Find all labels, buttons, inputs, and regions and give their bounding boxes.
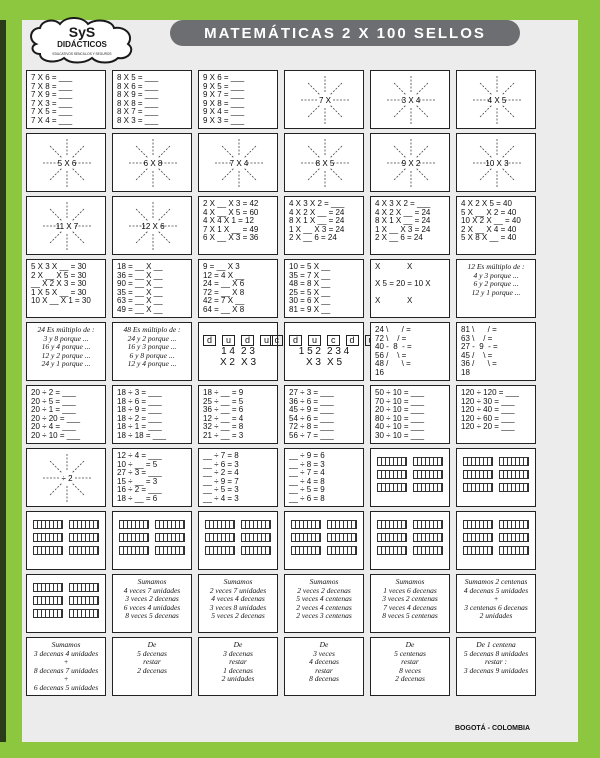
table-cell: 1 5 2 [298, 346, 321, 358]
star-spoke [73, 461, 84, 472]
table-cell: X 2 [219, 357, 235, 369]
stamp-text: 4 X 3 X 2 = ___ 4 X 2 X __ = 24 8 X 1 X __ = 24 1 X __ X 3 = 24 2 X __ 6 = 24 [375, 199, 431, 243]
stamp-42 [456, 448, 536, 507]
star-spoke [73, 146, 84, 157]
stamp-5 [370, 70, 450, 129]
table-cell: 1 4 [221, 346, 235, 358]
table-cell: X 3 [241, 357, 257, 369]
stamp-30 [456, 322, 536, 381]
stamp-23 [370, 259, 450, 318]
block-strip [69, 533, 99, 542]
stamp-12 [456, 133, 536, 192]
star-diagram [285, 134, 365, 193]
stamp-54 [456, 574, 536, 633]
star-spoke [503, 146, 514, 157]
place-value-table [274, 323, 363, 380]
brand-name: SyS [68, 24, 96, 40]
counting-blocks [371, 449, 449, 500]
stamp-text: 50 ÷ 10 = ___ 70 ÷ 10 = ___ 20 ÷ 10 = ___ 80 ÷ 10 = ___ 40 ÷ 10 = ___ 30 ÷ 10 = ___ [375, 388, 425, 440]
counting-blocks [285, 512, 363, 563]
stamp-text: 48 Es múltiplo de : 24 y 2 porque ... 16 y 3 porque ... 6 y 8 porque ... 12 y 4 porque ... [123, 325, 181, 369]
star-spoke [50, 232, 61, 243]
stamp-text: 2 X __ X 3 = 42 4 X __ X 5 = 60 4 X 4 X 1 = 12 7 X 1 X __ = 49 6 X __ X 3 = 36 [203, 199, 259, 243]
stamp-18 [456, 196, 536, 255]
star-spoke [73, 169, 84, 180]
star-spoke [417, 169, 428, 180]
stamp-34 [284, 385, 364, 444]
stamp-11 [370, 133, 450, 192]
block-strip [69, 583, 99, 592]
block-strip [33, 533, 63, 542]
star-spoke [394, 146, 405, 157]
block-strip [413, 520, 443, 529]
star-spoke [308, 146, 319, 157]
star-spoke [331, 83, 342, 94]
page-title-text: MATEMÁTICAS 2 X 100 SELLOS [204, 24, 486, 42]
star-center-label: 10 X 3 [485, 159, 509, 168]
stamp-6 [456, 70, 536, 129]
stamp-41 [370, 448, 450, 507]
star-spoke [417, 106, 428, 117]
stamp-text: Sumamos 2 centenas 4 decenas 5 unidades + 3 centenas 6 decenas 2 unidades [463, 577, 529, 621]
star-spoke [159, 169, 170, 180]
stamp-2 [112, 70, 192, 129]
stamp-text: 24 \ / = 72 \ / = 40 - 8 - = 56 / \ = 48 / \ = 16 [375, 325, 412, 377]
block-strip [119, 520, 149, 529]
stamp-32 [112, 385, 192, 444]
left-edge-strip [0, 20, 6, 742]
block-strip [377, 533, 407, 542]
stamp-10 [284, 133, 364, 192]
block-strip [463, 483, 493, 492]
stamp-text: 120 ÷ 120 = ___ 120 ÷ 30 = ___ 120 ÷ 40 = ___ 120 ÷ 60 = ___ 120 ÷ 20 = ___ [461, 388, 519, 432]
stamp-52 [284, 574, 364, 633]
stamp-text: De 5 centenas restar 8 veces 2 decenas [394, 640, 426, 684]
stamp-text: 9 = __ X 3 12 = 4 X __ 24 = __ X 6 72 = __ X 8 42 = 7 X __ 64 = __ X 8 [203, 262, 245, 314]
block-strip [377, 546, 407, 555]
counting-blocks [27, 575, 105, 626]
brand-subname: DIDÁCTICOS [57, 40, 107, 49]
stamp-text: Sumamos 4 veces 7 unidades 3 veces 2 decenas 6 veces 4 unidades 8 veces 5 decenas [123, 577, 181, 621]
star-spoke [50, 484, 61, 495]
block-strip [499, 457, 529, 466]
star-diagram [371, 134, 451, 193]
block-strip [499, 546, 529, 555]
star-diagram [457, 71, 537, 130]
block-strip [499, 533, 529, 542]
star-diagram [457, 134, 537, 193]
block-strip [413, 533, 443, 542]
stamp-55 [26, 637, 106, 696]
block-strip [463, 457, 493, 466]
stamp-57 [198, 637, 278, 696]
star-spoke [394, 169, 405, 180]
star-center-label: 7 X [318, 96, 332, 105]
block-strip [463, 546, 493, 555]
star-spoke [503, 83, 514, 94]
stamp-text: 4 X 2 X 5 = 40 5 X __ X 2 = 40 10 X 2 X __ = 40 2 X __ X 4 = 40 5 X 8 X __ = 40 [461, 199, 521, 243]
star-spoke [159, 209, 170, 220]
block-strip [327, 520, 357, 529]
stamp-7 [26, 133, 106, 192]
block-strip [463, 520, 493, 529]
stamp-43 [26, 511, 106, 570]
stamp-text: __ ÷ 7 = 8 __ ÷ 6 = 3 __ ÷ 2 = 4 __ ÷ 9 = 7 __ ÷ 5 = 3 __ ÷ 4 = 3 [203, 451, 239, 503]
star-spoke [308, 83, 319, 94]
star-spoke [331, 106, 342, 117]
stamp-text: Sumamos 3 decenas 4 unidades + 8 decenas 7 unidades + 6 decenas 5 unidades [33, 640, 99, 692]
stamp-33 [198, 385, 278, 444]
star-spoke [245, 169, 256, 180]
block-strip [155, 546, 185, 555]
stamp-text: 7 X 6 = ___ 7 X 8 = ___ 7 X 9 = ___ 7 X 3 = ___ 7 X 5 = ___ 7 X 4 = ___ [31, 73, 73, 125]
star-spoke [136, 232, 147, 243]
stamp-text: Sumamos 2 veces 2 decenas 5 veces 4 centenas 2 veces 4 centenas 2 veces 3 centenas [296, 577, 352, 621]
block-strip [463, 533, 493, 542]
stamp-29 [370, 322, 450, 381]
star-center-label: 5 X 6 [57, 159, 77, 168]
page-title [170, 20, 520, 46]
star-spoke [394, 106, 405, 117]
star-center-label: 12 X 6 [141, 222, 165, 231]
table-head-cell: d [241, 335, 254, 347]
stamp-text: De 5 decenas restar 2 decenas [137, 640, 167, 675]
stamp-48 [456, 511, 536, 570]
stamp-39 [198, 448, 278, 507]
stamp-text: De 1 centena 5 decenas 8 unidades restar : 3 decenas 9 unidades [463, 640, 529, 675]
stamp-44 [112, 511, 192, 570]
stamp-1 [26, 70, 106, 129]
block-strip [413, 483, 443, 492]
stamp-37 [26, 448, 106, 507]
star-center-label: 11 X 7 [55, 222, 79, 231]
block-strip [33, 546, 63, 555]
block-strip [291, 533, 321, 542]
block-strip [119, 533, 149, 542]
brand-tagline: EDUCATIVOS SENCILLOS Y SEGUROS [52, 52, 112, 56]
block-strip [205, 546, 235, 555]
table-head-cell: d [289, 335, 302, 347]
stamp-text: 18 ÷ __ = 9 25 ÷ __ = 5 36 ÷ __ = 6 12 ÷ __ = 4 32 ÷ __ = 8 21 ÷ __ = 3 [203, 388, 244, 440]
block-strip [463, 470, 493, 479]
star-spoke [394, 83, 405, 94]
stamp-text: 5 X 3 X __ = 30 2 X __ X 5 = 30 __ X 2 X 3 = 30 1 X 5 X __ = 30 10 X __ X 1 = 30 [31, 262, 91, 306]
stamp-text: 18 = __ X __ 36 = __ X __ 90 = __ X __ 35 = __ X __ 63 = __ X __ 49 = __ X __ [117, 262, 163, 314]
place-value-table [199, 323, 277, 380]
counting-blocks [113, 512, 191, 563]
table-head-cell: c [327, 335, 340, 347]
stamp-text: Sumamos 1 veces 6 decenas 3 veces 2 centenas 7 veces 4 decenas 8 veces 5 centenas [382, 577, 438, 621]
table-head-cell: d [203, 335, 216, 347]
star-spoke [222, 169, 233, 180]
stamp-text: 18 ÷ 3 = ___ 18 ÷ 6 = ___ 18 ÷ 9 = ___ 18 ÷ 2 = ___ 18 ÷ 1 = ___ 18 ÷ 18 = ___ [117, 388, 167, 440]
stamp-24 [456, 259, 536, 318]
stamp-text: 9 X 6 = ___ 9 X 5 = ___ 9 X 7 = ___ 9 X 8 = ___ 9 X 4 = ___ 9 X 3 = ___ [203, 73, 245, 125]
block-strip [241, 520, 271, 529]
stamp-text: 12 ÷ 4 = ___ 10 ÷ __ = 5 27 ÷ 3 = ___ 15 ÷ __ = 3 16 ÷ 2 = ___ 18 ÷ __ = 6 [117, 451, 162, 503]
block-strip [69, 596, 99, 605]
block-strip [205, 520, 235, 529]
stamp-8 [112, 133, 192, 192]
stamp-51 [198, 574, 278, 633]
stamp-3 [198, 70, 278, 129]
stamp-17 [370, 196, 450, 255]
stamp-50 [112, 574, 192, 633]
stamp-38 [112, 448, 192, 507]
star-spoke [503, 106, 514, 117]
stamp-60 [456, 637, 536, 696]
stamp-text: 27 ÷ 3 = ___ 36 ÷ 6 = ___ 45 ÷ 9 = ___ 54 ÷ 6 = ___ 72 ÷ 8 = ___ 56 ÷ 7 = ___ [289, 388, 334, 440]
stamp-9 [198, 133, 278, 192]
block-strip [499, 470, 529, 479]
block-strip [377, 483, 407, 492]
counting-blocks [457, 449, 535, 500]
star-spoke [417, 146, 428, 157]
stamp-text: 8 X 5 = ___ 8 X 6 = ___ 8 X 9 = ___ 8 X 8 = ___ 8 X 7 = ___ 8 X 3 = ___ [117, 73, 159, 125]
stamp-53 [370, 574, 450, 633]
block-strip [69, 609, 99, 618]
table-cell: 2 3 4 [327, 346, 350, 358]
star-center-label: 7 X 4 [229, 159, 249, 168]
star-spoke [136, 209, 147, 220]
stamp-25 [26, 322, 106, 381]
star-diagram [285, 71, 365, 130]
table-head-cell: d [346, 335, 359, 347]
block-strip [291, 546, 321, 555]
block-strip [33, 583, 63, 592]
star-center-label: ÷ 2 [61, 474, 73, 483]
stamp-text: De 3 veces 4 decenas restar 8 decenas [309, 640, 339, 684]
star-spoke [50, 169, 61, 180]
stamp-4 [284, 70, 364, 129]
star-diagram [371, 71, 451, 130]
block-strip [327, 546, 357, 555]
stamp-16 [284, 196, 364, 255]
star-spoke [503, 169, 514, 180]
star-center-label: 3 X 4 [401, 96, 421, 105]
block-strip [33, 520, 63, 529]
star-diagram [113, 134, 193, 193]
stamp-text: Sumamos 2 veces 7 unidades 4 veces 4 decenas 3 veces 8 unidades 5 veces 2 decenas [209, 577, 267, 621]
block-strip [499, 483, 529, 492]
counting-blocks [27, 512, 105, 563]
star-center-label: 8 X 5 [315, 159, 335, 168]
stamp-text: 4 X 3 X 2 = ___ 4 X 2 X __ = 24 8 X 1 X __ = 24 1 X __ X 3 = 24 2 X __ 6 = 24 [289, 199, 345, 243]
star-diagram [199, 134, 279, 193]
star-diagram [27, 134, 107, 193]
star-spoke [480, 146, 491, 157]
star-center-label: 9 X 2 [401, 159, 421, 168]
star-spoke [50, 461, 61, 472]
stamp-21 [198, 259, 278, 318]
star-spoke [480, 106, 491, 117]
star-diagram [113, 197, 193, 256]
block-strip [69, 520, 99, 529]
star-spoke [331, 146, 342, 157]
stamp-text: 12 Es múltiplo de : 4 y 3 porque ... 6 y 2 porque ... 12 y 1 porque ... [467, 262, 525, 297]
stamp-grid [26, 70, 536, 696]
block-strip [119, 546, 149, 555]
stamp-22 [284, 259, 364, 318]
star-spoke [73, 232, 84, 243]
stamp-14 [112, 196, 192, 255]
stamp-56 [112, 637, 192, 696]
table-head-cell: u [260, 335, 273, 347]
table-cell: 2 3 [241, 346, 255, 358]
block-strip [377, 520, 407, 529]
block-strip [205, 533, 235, 542]
star-spoke [417, 83, 428, 94]
stamp-28 [274, 322, 364, 381]
counting-blocks [457, 512, 535, 563]
star-spoke [50, 146, 61, 157]
block-strip [499, 520, 529, 529]
table-head-cell: u [222, 335, 235, 347]
star-spoke [159, 146, 170, 157]
counting-blocks [199, 512, 277, 563]
block-strip [327, 533, 357, 542]
block-strip [241, 546, 271, 555]
star-diagram [27, 449, 107, 508]
block-strip [33, 609, 63, 618]
star-spoke [73, 484, 84, 495]
star-spoke [331, 169, 342, 180]
stamp-49 [26, 574, 106, 633]
stamp-text: X X X 5 = 20 = 10 X X X [375, 262, 431, 306]
block-strip [413, 457, 443, 466]
star-spoke [480, 83, 491, 94]
stamp-15 [198, 196, 278, 255]
star-spoke [136, 169, 147, 180]
stamp-35 [370, 385, 450, 444]
table-head-cell: u [308, 335, 321, 347]
block-strip [413, 546, 443, 555]
stamp-text: De 3 decenas restar 1 decenas 2 unidades [221, 640, 255, 684]
stamp-59 [370, 637, 450, 696]
stamp-46 [284, 511, 364, 570]
stamp-58 [284, 637, 364, 696]
block-strip [241, 533, 271, 542]
block-strip [377, 470, 407, 479]
star-spoke [480, 169, 491, 180]
star-spoke [222, 146, 233, 157]
stamp-31 [26, 385, 106, 444]
block-strip [155, 520, 185, 529]
stamp-13 [26, 196, 106, 255]
star-spoke [308, 106, 319, 117]
stamp-47 [370, 511, 450, 570]
stamp-text: 24 Es múltiplo de : 3 y 8 porque ... 16 y 4 porque ... 12 y 2 porque ... 24 y 1 porque ... [37, 325, 95, 369]
block-strip [377, 457, 407, 466]
block-strip [33, 596, 63, 605]
counting-blocks [371, 512, 449, 563]
footer-location: BOGOTÁ - COLOMBIA [455, 725, 531, 732]
brand-logo [26, 14, 142, 66]
star-spoke [159, 232, 170, 243]
star-spoke [136, 146, 147, 157]
stamp-text: 20 ÷ 2 = ___ 20 ÷ 5 = ___ 20 ÷ 1 = ___ 20 ÷ 20 = ___ 20 ÷ 4 = ___ 20 ÷ 10 = ___ [31, 388, 81, 440]
stamp-20 [112, 259, 192, 318]
block-strip [291, 520, 321, 529]
table-cell: X 3 [305, 357, 321, 369]
stamp-36 [456, 385, 536, 444]
table-head-cell: c [270, 335, 283, 347]
stamp-45 [198, 511, 278, 570]
star-spoke [308, 169, 319, 180]
stamp-text: 10 = 5 X __ 35 = 7 X __ 48 = 8 X __ 25 = 5 X __ 30 = 6 X __ 81 = 9 X __ [289, 262, 331, 314]
table-cell: X 5 [327, 357, 343, 369]
star-spoke [50, 209, 61, 220]
star-spoke [245, 146, 256, 157]
block-strip [413, 470, 443, 479]
stamp-40 [284, 448, 364, 507]
stamp-text: __ ÷ 9 = 6 __ ÷ 8 = 3 __ ÷ 7 = 4 __ ÷ 4 = 8 __ ÷ 5 = 9 __ ÷ 6 = 8 [289, 451, 325, 503]
block-strip [155, 533, 185, 542]
star-spoke [73, 209, 84, 220]
stamp-text: 81 \ / = 63 \ / = 27 - 9 - = 45 / \ = 36 / \ = 18 [461, 325, 498, 377]
block-strip [69, 546, 99, 555]
stamp-26 [112, 322, 192, 381]
stamp-27 [198, 322, 278, 381]
stamp-19 [26, 259, 106, 318]
star-center-label: 6 X 8 [143, 159, 163, 168]
star-diagram [27, 197, 107, 256]
star-center-label: 4 X 5 [487, 96, 507, 105]
